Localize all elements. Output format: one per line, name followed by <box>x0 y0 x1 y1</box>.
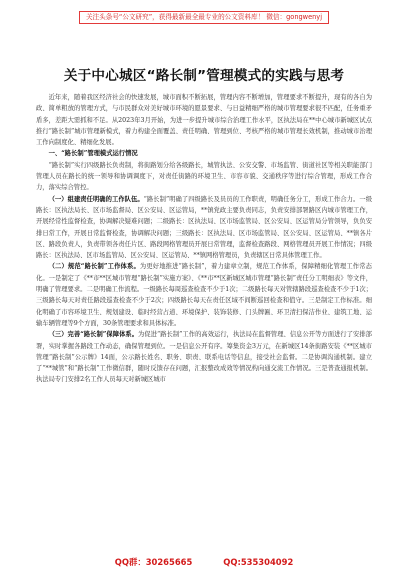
footer-qq: QQ:535304092 <box>223 557 294 567</box>
subsection-text-2: 为更好地推进“路长制”，着力建章立制，规范工作体系，保障精细化管理工作常态化。一是制定了《**市**区城市管理“路长制”实施方案》、《**市**区新城区城市管理“路长制”责任分工明细表》等文件，明确了管理要求。二是明确工作流程。一级路长每周巡查检查不少于1次；二级路长每天对管辖路段巡查检查不少于1次；三级路长每天对责任路段巡查检查不少于2次；四级路长每天在责任区域不间断巡回检查和值守。三是制定工作标准。细化明确了市容环境卫生、规划建设、临时经营占道、环境保护、装饰装修、门头牌匾、环卫清扫保洁作业、建筑工地、运输车辆管理等9个方面，30条管理要求和具体标准。 <box>36 263 372 327</box>
subsection-heading-2: （二）规范“路长制”工作体系。 <box>48 263 140 271</box>
document-body <box>36 92 372 386</box>
subsection-heading-3: （三）完善“路长制”保障体系。 <box>48 331 139 339</box>
page-title: 关于中心城区“路长制”管理模式的实践与思考 <box>63 68 345 84</box>
subsection-text-1: “路长制”明确了四级路长及员员的工作职责，明确任务分工，形成工作合力。一级路长：区执法局长、区市场监督局、区公安局、区运管局，**镇党政主要负责同志，负责安排部署路区内城市管理工作，开展经常性监督检查，协调解决疑难问题；二级路长：区执法局、区市场监管局、区公安局、区运管局分管领导，负负安排日常工作，开展日常监督检查，协调解决问题；三级路长：区执法局、区市场监管局、区公安局、区运管局、**镇各片区、路段负责人，负责带领各责任片区、路段网格管理员开展日常管理，监督检查路段、网格管理员开展工作情况；四级路长：区执法局、区市场监管局、区公安局、区运管局、**镇网格管理员，负责辖区日常具体管理工作。 <box>36 195 372 260</box>
section-lead-paragraph: “路长制”实行四级路长负责制，将街路划分给各级路长，城管执法、公安交警、市场监管、街道社区等相关职能部门管理人员在路长的统一领导和协调调度下，对责任街路的环境卫生、市容市貌、交通秩序等进行综合管理，形成工作合力，落实综合管控。 <box>36 161 372 192</box>
subsection-paragraph-2 <box>36 261 372 329</box>
contact-footer <box>0 556 408 568</box>
intro-paragraph: 近年来，随着我区经济社会的快速发展，城市面积不断拓展，管理内容不断增加，管理要求不断提升，现有的各自为政、简单粗放的管理方式，与市民群众对美好城市环境的愿景要求、与日益精细严格的城市管理要求很不匹配，任务重矛盾多，差距大需抓和不足。从2023年3月开始，为进一步提升城市综合治理工作水平，区执法局在**中心城市新城区试点推行“路长制”城市管理新模式，着力构建全面覆盖、责任明确、管理到位、考核严格的城市管理长效机制，推动城市治理工作向制度化、精细化发展。 <box>36 94 372 147</box>
footer-qq-group: QQ群：30265665 <box>114 557 193 567</box>
subsection-paragraph-3 <box>36 329 372 385</box>
subsection-paragraph-1 <box>36 194 372 262</box>
promo-banner <box>0 0 408 34</box>
subsection-heading-1: （一）组建责任明确的工作队伍。 <box>48 195 144 203</box>
section-heading: 一、“路长制”管理模式运行情况 <box>48 150 138 158</box>
subsection-text-3: 为促进“路长制”工作的高效运行，执法局在监督管理、信息公开等方面进行了安排部署，实时掌握各路段工作动态，确保管理到位。一是信息公开有序。筹集资金3万元，在新城区14条街路安装《**区城市管理“路长制”公示牌》14面，公示路长姓名、职务、职责、联系电话等信息，接受社会监督。二是协调沟通机制。建立了“**城管”和“路长制”工作微信群，随时反馈存在问题，汇报整改成效等情况构向通交流工作情况。三是普查通报机制。执法局专门安排2名工作人员每天对新城区城市 <box>36 331 372 384</box>
promo-banner-text: 关注头条号“公文研究”，获得最新最全最专业的公文资料库！ 微信：gongwenyj <box>79 11 329 24</box>
